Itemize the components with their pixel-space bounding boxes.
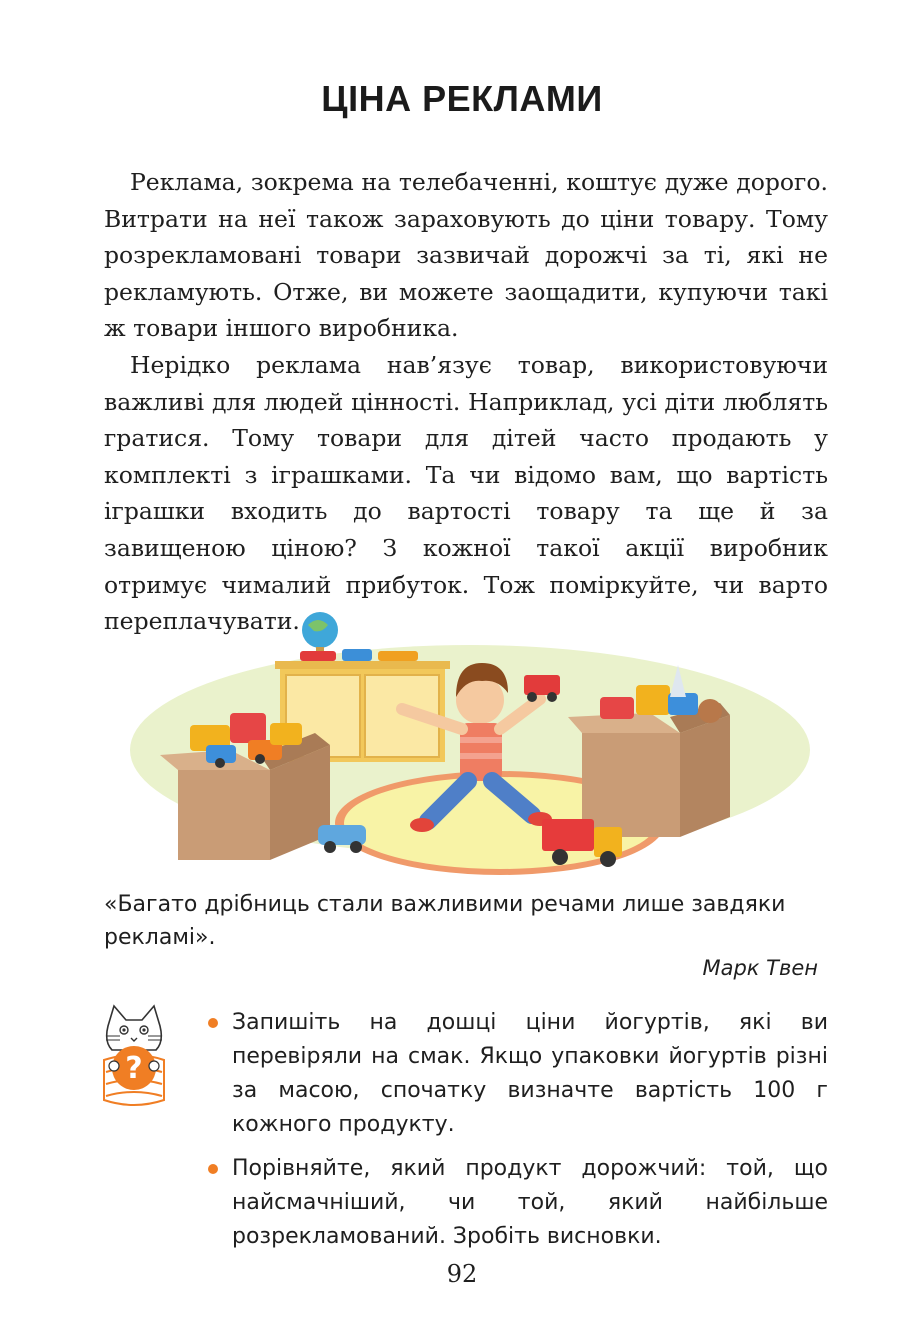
list-item (206, 1152, 828, 1254)
list-item (206, 1006, 828, 1142)
cat-question-mark-icon (98, 1000, 170, 1110)
quote-author: Марк Твен (702, 956, 818, 980)
bullet-icon (208, 1018, 218, 1028)
bullet-icon (208, 1164, 218, 1174)
task-text: Порівняйте, який продукт дорожчий: той, що найсмачніший, чи той, який найбільше розрекламований. Зробіть висновки. (232, 1156, 828, 1249)
task-text: Запишіть на дошці ціни йогуртів, які ви перевіряли на смак. Якщо упаковки йогуртів різні за масою, спочатку визначте вартість 100 г кожного продукту. (232, 1010, 828, 1137)
paragraph: Реклама, зокрема на телебаченні, коштує дуже дорого. Витрати на неї також зараховують до ціни товару. Тому розрекламовані товари зазвичай дорожчі за ті, які не рекламують. Отже, ви можете заощадити, купуючи такі ж товари іншого виробника. (104, 168, 828, 343)
page-title: ЦІНА РЕКЛАМИ (321, 78, 603, 119)
body-text (104, 164, 828, 640)
page-number: 92 (446, 1260, 478, 1288)
paragraph: Нерідко реклама нав’язує товар, використовуючи важливі для людей цінності. Наприклад, усі діти люблять гратися. Тому товари для дітей часто продають у комплекті з іграшками. Та чи відомо вам, що вартість іграшки входить до вартості товару та ще й за завищеною ціною? З кожної такої акції виробник отримує чималий прибуток. Тож поміркуйте, чи варто переплачувати. (104, 350, 828, 636)
task-list (206, 1006, 828, 1264)
question-mark-glyph: ? (125, 1051, 143, 1086)
boy-with-toy-boxes-illustration (120, 605, 820, 875)
quote-text: «Багато дрібниць стали важливими речами лише завдяки рекламі». (104, 892, 786, 950)
